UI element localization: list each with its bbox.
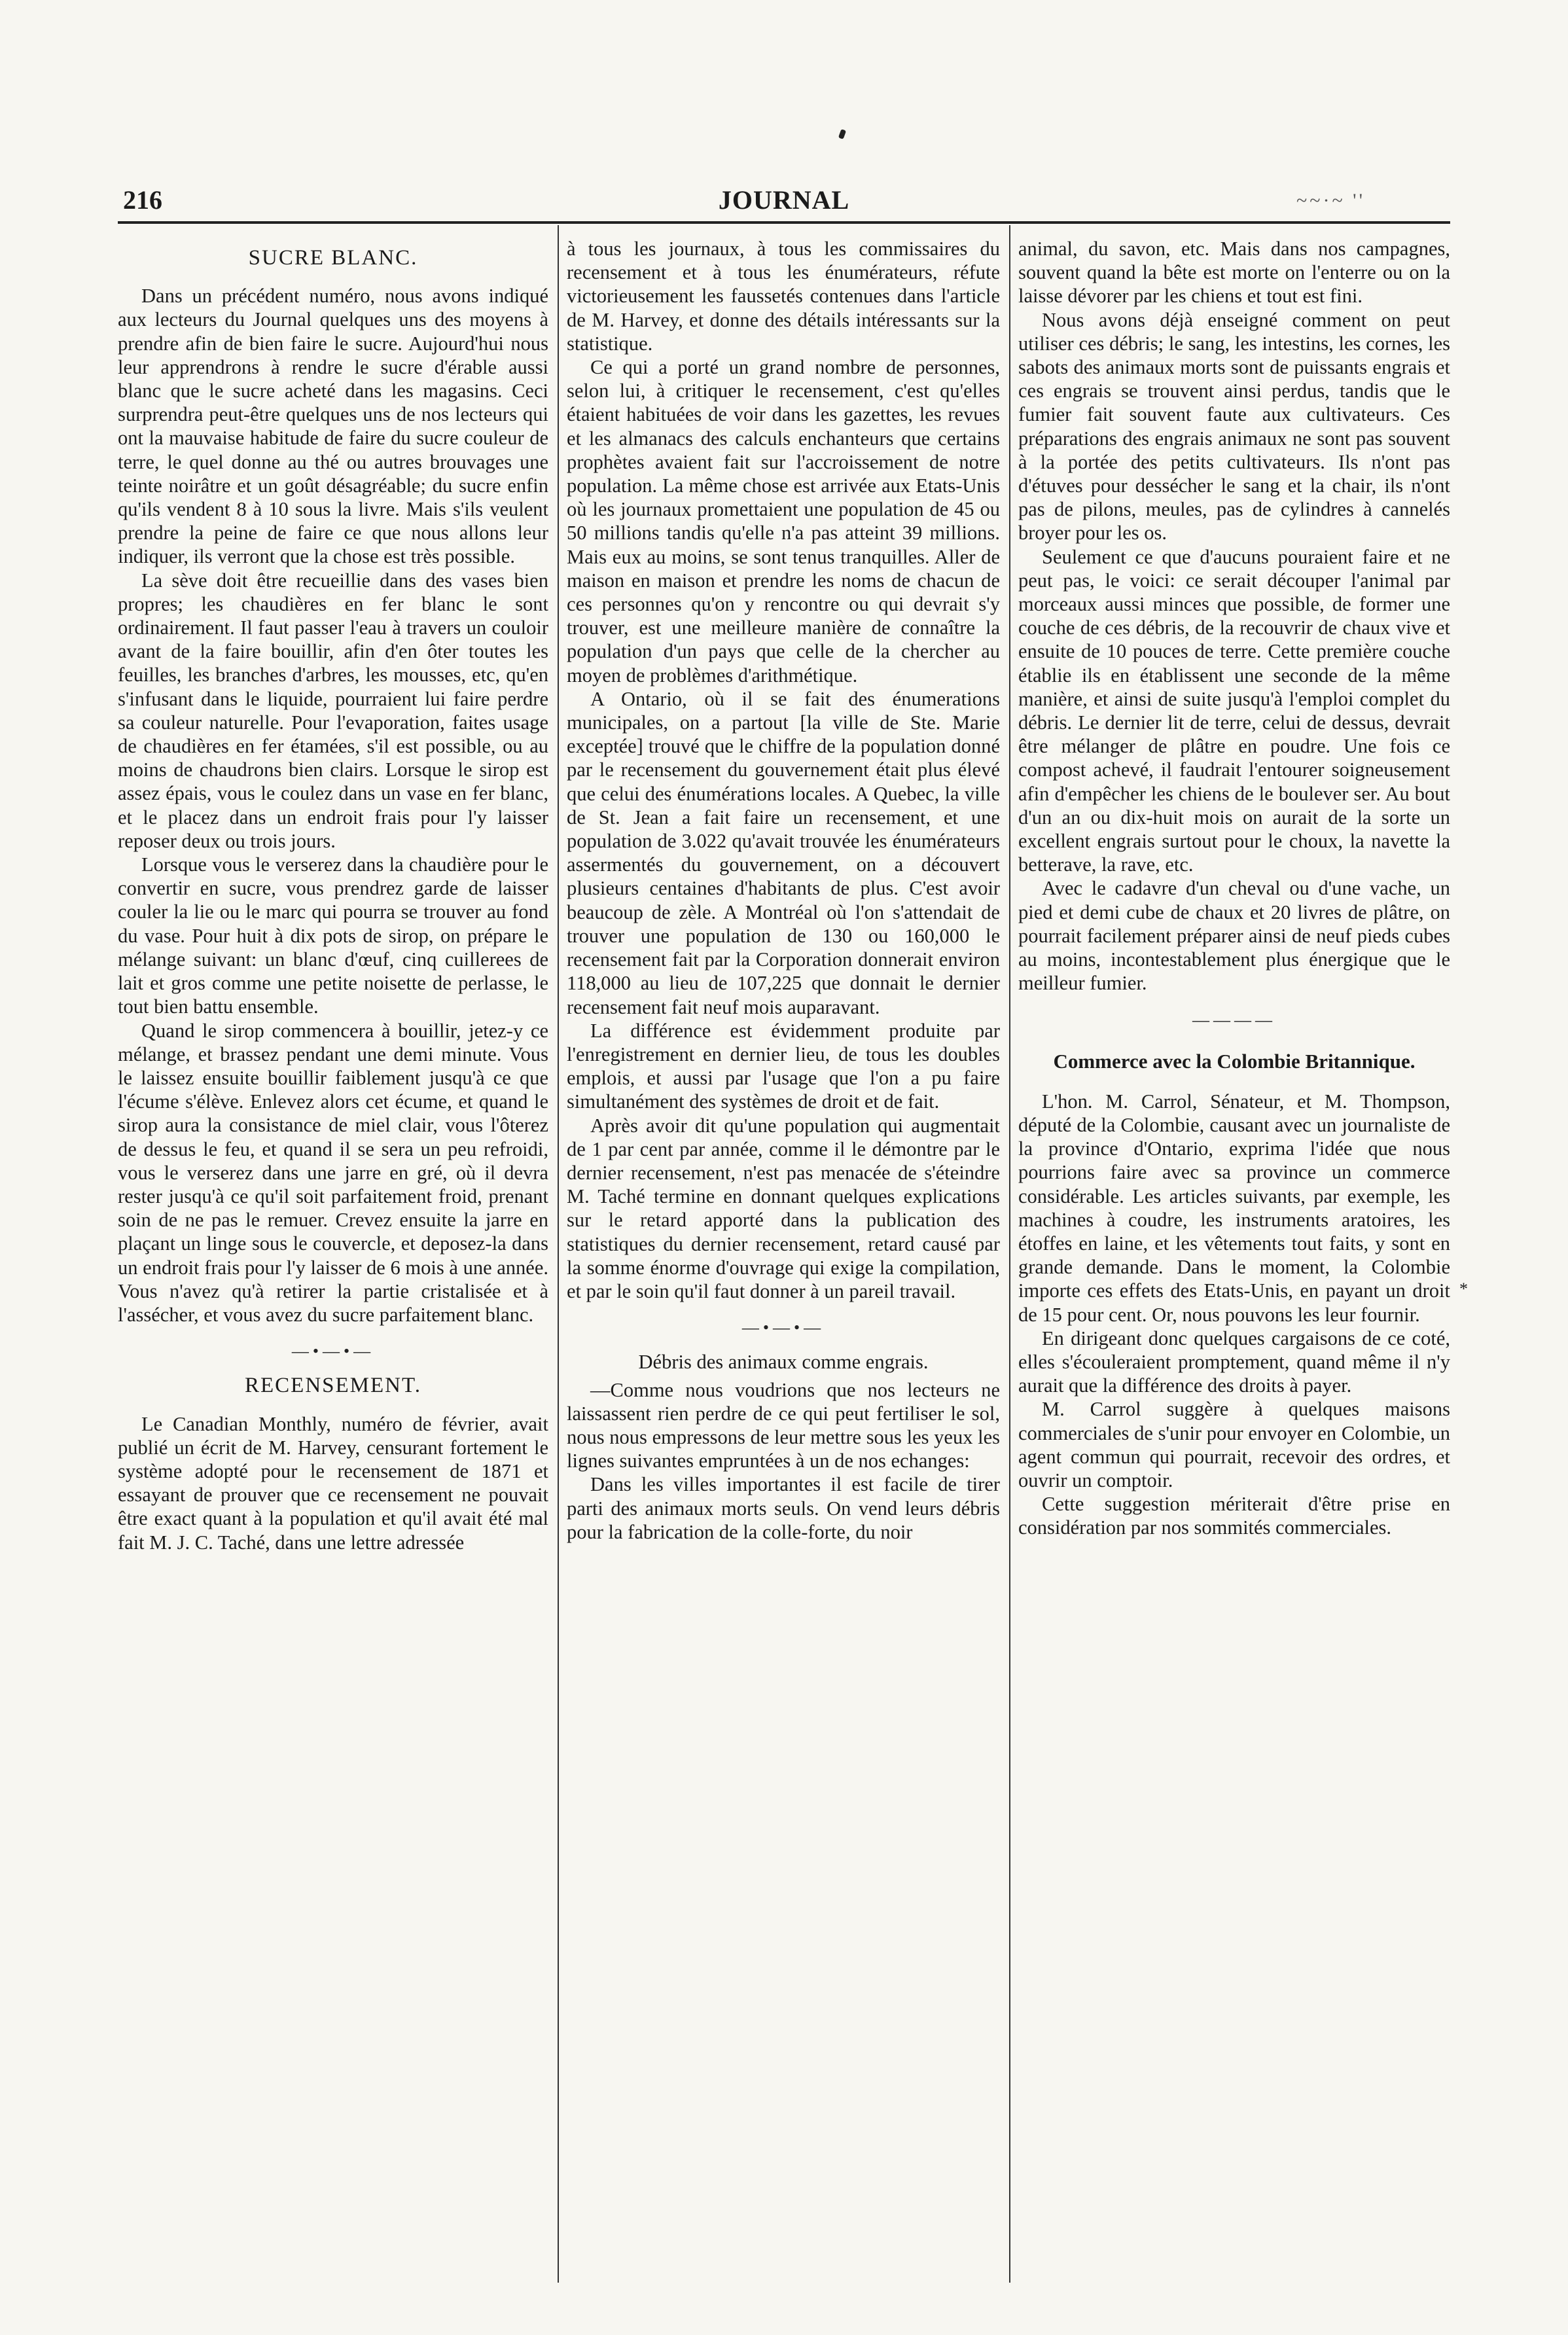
paragraph: M. Carrol suggère à quelques maisons commerciales de s'unir pour envoyer en Colombie, un agent commun qui pourrait, recevoir des ordres, et ouvrir un comptoir. [1018, 1398, 1450, 1491]
ink-mark [838, 129, 846, 139]
paragraph: Dans les villes importantes il est facile de tirer parti des animaux morts seuls. On vend leurs débris pour la fabrication de la colle-forte, du noir [567, 1473, 1000, 1543]
article-title-commerce: Commerce avec la Colombie Britannique. [1053, 1049, 1416, 1073]
paragraph: L'hon. M. Carrol, Sénateur, et M. Thompson, député de la Colombie, causant avec un journaliste de la province d'Ontario, exprima l'idée que nous pourrions faire avec sa province un commerce considérable. Les articles suivants, par exemple, les machines à coudre, les instruments aratoires, les étoffes en laine, et les vêtements tout faits, y sont en grande demande. Dans le moment, la Colombie importe ces effets des Etats-Unis, en payant un droit de 15 pour cent. Or, nous pouvons les leur fournir. [1018, 1090, 1450, 1326]
column-2 [567, 237, 1000, 2276]
paragraph: En dirigeant donc quelques cargaisons de ce coté, elles s'écouleraient promptement, quand même il n'y aurait que la différence des droits à payer. [1018, 1327, 1450, 1397]
column-3 [1018, 237, 1450, 2276]
paragraph: Nous avons déjà enseigné comment on peut utiliser ces débris; le sang, les intestins, les cornes, les sabots des animaux morts sont de puissants engrais et ces engrais se trouvent ainsi perdus, tandis que le fumier fait souvent faute aux cultivateurs. Ces préparations des engrais animaux ne sont pas souvent à la portée des petits cultivateurs. Ils n'ont pas d'étuves pour dessécher le sang et la chair, ils n'ont pas de pilons, meules, pas de cylindres à cannelés broyer pour les os. [1018, 308, 1450, 544]
paragraph: Le Canadian Monthly, numéro de février, avait publié un écrit de M. Harvey, censurant fortement le système adopté pour le recensement de 1871 et essayant de prouver que ce recensement ne pouvait être exact quant à la population et qu'il avait été mal fait M. J. C. Taché, dans une lettre adressée [118, 1412, 548, 1554]
margin-mark: * [1459, 1279, 1468, 1298]
page-header [118, 185, 1450, 217]
paragraph: A Ontario, où il se fait des énumerations municipales, on a partout [la ville de Ste. Marie exceptée] trouvé que le chiffre de la population donné par le recensement du gouvernement était plus élevé que celui des énumérations locales. A Quebec, la ville de St. Jean a fait faire un recensement, et une population de 3.022 qu'avait trouvée les énumérateurs assermentés du gouvernement, on a découvert plusieurs centaines d'habitants de plus. C'est avoir beaucoup de zèle. A Montréal où l'on s'attendait de trouver une population de 130 ou 160,000 le recensement fait par la Corporation donnerait environ 118,000 au lieu de 107,225 que donnait le dernier recensement fait neuf mois auparavant. [567, 687, 1000, 1018]
paragraph: La différence est évidemment produite par l'enregistrement en dernier lieu, de tous les doubles emplois, et aussi par l'usage que l'on a pu faire simultanément des systèmes de droit et de fait. [567, 1019, 1000, 1113]
paragraph: à tous les journaux, à tous les commissaires du recensement et à tous les énumérateurs, réfute victorieusement les faussetés contenues dans l'article de M. Harvey, et donne des détails intéressants sur la statistique. [567, 238, 1000, 355]
column-rule-2 [1009, 225, 1010, 2283]
paragraph: —Comme nous voudrions que nos lecteurs ne laissassent rien perdre de ce qui peut fertiliser le sol, nous nous empressons de leur mettre sous les yeux les lignes suivantes empruntées à un de nos echanges: [567, 1378, 1000, 1472]
paragraph: Cette suggestion mériterait d'être prise en considération par nos sommités commerciales. [1018, 1493, 1450, 1539]
article-title-recensement: RECENSEMENT. [245, 1374, 421, 1398]
section-separator: —•—•— [741, 1318, 825, 1338]
header-smudge: ~~·~ '' [1296, 190, 1365, 211]
paragraph: Lorsque vous le verserez dans la chaudière pour le convertir en sucre, vous prendrez garde de laisser couler la lie ou le marc qui pourra se trouver au fond du vase. Pour huit à dix pots de sirop, on prépare le mélange suivant: un blanc d'œuf, cinq cuillerees de lait et gros comme une petite noisette de perlasse, le tout bien battu ensemble. [118, 853, 548, 1018]
header-rule [118, 221, 1450, 224]
section-separator: —•—•— [291, 1342, 375, 1361]
paragraph: Quand le sirop commencera à bouillir, jetez-y ce mélange, et brassez pendant une demi minute. Vous le laissez ensuite bouillir faiblement jusqu'à ce que l'écume s'élève. Enlevez alors cet écume, et quand le sirop aura la consistance de miel clair, vous l'ôterez de dessus le feu, et quand il se sera un peu refroidi, vous le verserez dans une jarre en gré, où il devra rester jusqu'à ce qu'il soit parfaitement froid, prenant soin de ne pas le remuer. Crevez ensuite la jarre en plaçant un linge sous le couvercle, et deposez-la dans un endroit frais pour l'y laisser de 6 mois à une année. Vous n'avez qu'à retirer la partie cristalisée et à l'assécher, et vous avez du sucre parfaitement blanc. [118, 1019, 548, 1326]
paragraph: Seulement ce que d'aucuns pouraient faire et ne peut pas, le voici: ce serait découper l'animal par morceaux aussi minces que possible, de former une couche de ces débris, de la recouvrir de chaux vive et ensuite de 10 pouces de terre. Cette première couche établie ils en établissent une seconde de la même manière, et ainsi de suite jusqu'à l'emploi complet du débris. Le dernier lit de terre, celui de dessus, devrait être mélanger de plâtre en poudre. Une fois ce compost achevé, il faudrait l'entourer soigneusement afin d'empêcher les chiens de le boulever ser. Au bout d'un an ou dix-huit mois on aurait de la sorte un excellent engrais surtout pour le choux, la navette la betterave, la rave, etc. [1018, 545, 1450, 876]
paragraph: Ce qui a porté un grand nombre de personnes, selon lui, à critiquer le recensement, c'est qu'elles étaient habituées de voir dans les gazettes, les revues et les almanacs des calculs enchanteurs que certains prophètes avaient fait sur l'accroissement de notre population. La même chose est arrivée aux Etats-Unis où les journaux promettaient une population de 45 ou 50 millions tandis qu'elle n'a pas atteint 39 millions. Mais eux au moins, se sont tenus tranquilles. Aller de maison en maison et prendre les noms de chacun de ces personnes qu'on y rencontre ou qui devrait s'y trouver, est une meilleure manière de connaître la population d'un pays que celle de la chercher au moyen de problèmes d'arithmétique. [567, 356, 1000, 686]
article-title-sucre-blanc: SUCRE BLANC. [248, 246, 418, 270]
paragraph: Avec le cadavre d'un cheval ou d'une vache, un pied et demi cube de chaux et 20 livres de plâtre, on pourrait facilement préparer ainsi de neuf pieds cubes au moins, incontestablement plus énergique que le meilleur fumier. [1018, 877, 1450, 995]
page-number: 216 [123, 185, 162, 215]
section-separator: ———— [1192, 1010, 1276, 1029]
column-rule-1 [558, 225, 559, 2283]
paragraph: animal, du savon, etc. Mais dans nos campagnes, souvent quand la bête est morte on l'enterre ou on la laisse dévorer par les chiens et tout est fini. [1018, 238, 1450, 308]
running-title: JOURNAL [718, 185, 850, 215]
paragraph: Dans un précédent numéro, nous avons indiqué aux lecteurs du Journal quelques uns des moyens à prendre afin de bien faire le sucre. Aujourd'hui nous leur apprendrons à rendre le sucre d'érable aussi blanc que le sucre acheté dans les magasins. Ceci surprendra peut-être quelques uns de nos lecteurs qui ont la mauvaise habitude de faire du sucre couleur de terre, le quel donne au thé ou autres brouvages une teinte noirâtre et un goût désagréable; du sucre enfin qu'ils vendent 8 à 10 sous la livre. Mais s'ils veulent prendre la peine de faire ce que nous allons leur indiquer, ils verront que la chose est très possible. [118, 285, 548, 568]
column-1 [118, 237, 548, 2276]
article-title-debris: Débris des animaux comme engrais. [638, 1351, 929, 1374]
paragraph: Après avoir dit qu'une population qui augmentait de 1 par cent par année, comme il le démontre par le dernier recensement, n'est pas menacée de s'éteindre M. Taché termine en donnant quelques explications sur le retard apporté dans la publication des statistiques du dernier recensement, retard causé par la somme énorme d'ouvrage qui exige la compilation, et par le soin qu'il faut donner à un pareil travail. [567, 1114, 1000, 1302]
paragraph: La sève doit être recueillie dans des vases bien propres; les chaudières en fer blanc le sont ordinairement. Il faut passer l'eau à travers un couloir avant de la faire bouillir, afin d'en ôter toutes les feuilles, les branches d'arbres, les mousses, etc, qu'en s'infusant dans le liquide, pourraient lui faire perdre sa couleur naturelle. Pour l'evaporation, faites usage de chaudières en fer étamées, s'il est possible, ou au moins de chaudrons bien clairs. Lorsque le sirop est assez épais, vous le coulez dans un vase en fer blanc, et le placez dans un endroit frais pour l'y laisser reposer deux ou trois jours. [118, 569, 548, 852]
